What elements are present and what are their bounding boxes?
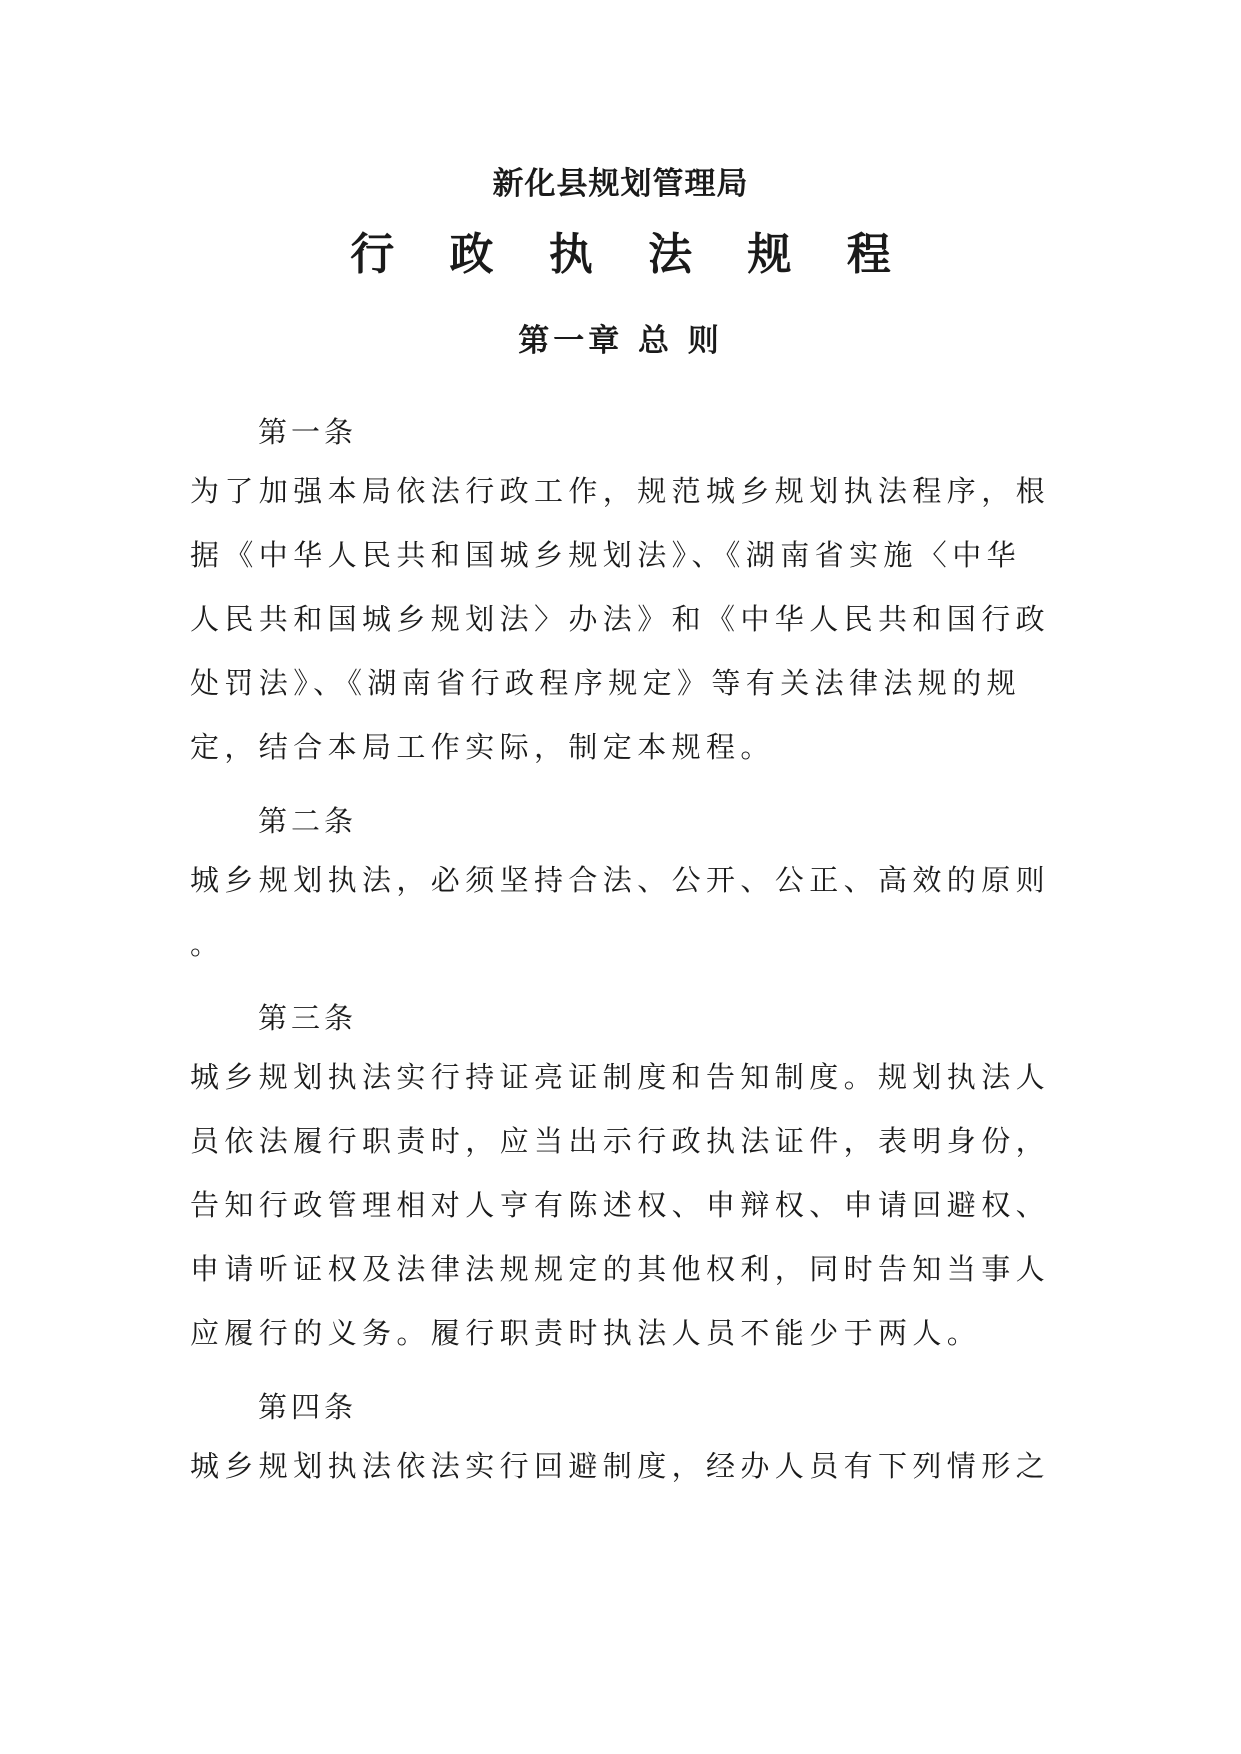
- text-line: 城乡规划执法，必须坚持合法、公开、公正、高效的原则: [190, 863, 1051, 897]
- article-heading: 第二条: [258, 804, 358, 838]
- article-heading: 第四条: [258, 1390, 358, 1424]
- document-title: 行 政 执 法 规 程: [350, 229, 911, 280]
- article-body: [190, 1045, 1050, 1365]
- text-line: 为了加强本局依法行政工作，规范城乡规划执法程序，根: [190, 474, 1051, 508]
- chapter-heading: 第一章 总 则: [518, 323, 723, 359]
- article-body: [190, 1434, 1050, 1498]
- text-line: 申请听证权及法律法规规定的其他权利，同时告知当事人: [190, 1252, 1051, 1286]
- text-line: 告知行政管理相对人亨有陈述权、申辩权、申请回避权、: [190, 1188, 1051, 1222]
- text-line: 城乡规划执法实行持证亮证制度和告知制度。规划执法人: [190, 1060, 1051, 1094]
- text-line: 。: [190, 927, 225, 961]
- organization-name: 新化县规划管理局: [492, 166, 749, 202]
- text-line: 城乡规划执法依法实行回避制度，经办人员有下列情形之: [190, 1449, 1051, 1483]
- article-body: [190, 848, 1050, 976]
- article-body: [190, 459, 1050, 779]
- text-line: 员依法履行职责时，应当出示行政执法证件，表明身份，: [190, 1124, 1051, 1158]
- text-line: 处罚法》、《湖南省行政程序规定》等有关法律法规的规: [190, 666, 1022, 700]
- text-line: 定，结合本局工作实际，制定本规程。: [190, 730, 775, 764]
- article-heading: 第三条: [258, 1001, 358, 1035]
- text-line: 据《中华人民共和国城乡规划法》、《湖南省实施〈中华: [190, 538, 1022, 572]
- article-heading: 第一条: [258, 415, 358, 449]
- text-line: 应履行的义务。履行职责时执法人员不能少于两人。: [190, 1316, 982, 1350]
- document-body: [190, 410, 1050, 1498]
- text-line: 人民共和国城乡规划法〉办法》和《中华人民共和国行政: [190, 602, 1051, 636]
